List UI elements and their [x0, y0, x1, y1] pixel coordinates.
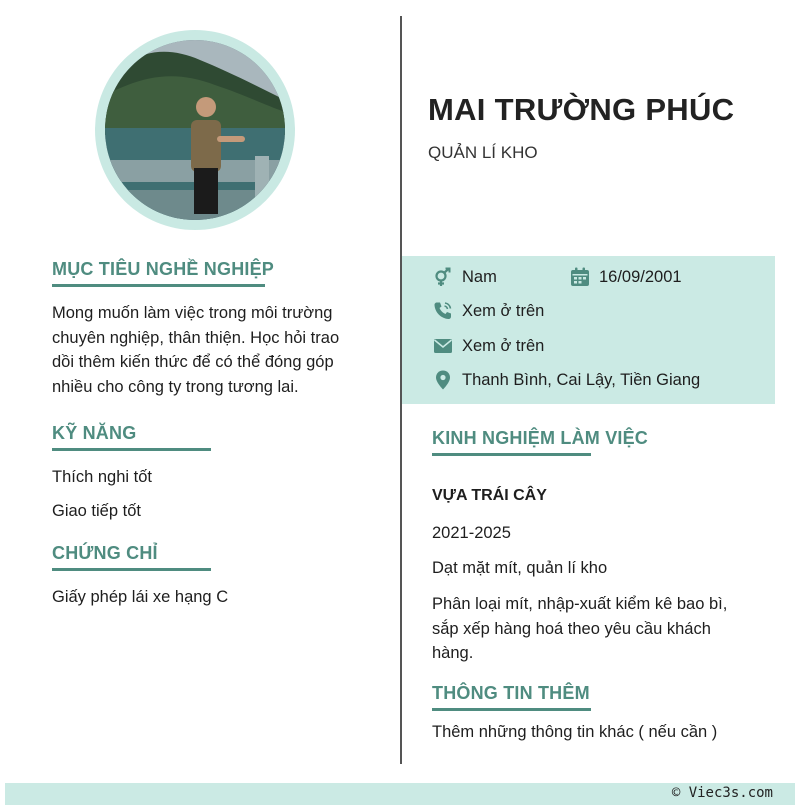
job-position: Dạt mặt mít, quản lí kho: [432, 559, 608, 577]
birthdate-value: 16/09/2001: [599, 267, 682, 286]
skill-item: Thích nghi tốt: [52, 468, 152, 486]
address-row: [432, 369, 700, 391]
objective-text: [52, 301, 339, 399]
phone-value: Xem ở trên: [462, 301, 545, 320]
email-row: [432, 335, 544, 357]
extra-info-text: Thêm những thông tin khác ( nếu cần ): [432, 723, 718, 741]
phone-row: [432, 300, 544, 322]
experience-title-underline: [432, 453, 591, 456]
objective-line: chuyên nghiệp, thân thiện. Học hỏi trao: [52, 328, 340, 347]
skills-title-underline: [52, 448, 211, 451]
certificate-item: Giấy phép lái xe hạng C: [52, 588, 229, 606]
job-description-line: hàng.: [432, 644, 474, 662]
gender-icon: [432, 266, 454, 288]
gender-value: Nam: [462, 267, 497, 286]
extra-info-title: THÔNG TIN THÊM: [432, 683, 590, 703]
job-period: 2021-2025: [432, 524, 511, 542]
birthdate-row: [569, 266, 682, 288]
skills-title: KỸ NĂNG: [52, 423, 137, 443]
candidate-name: MAI TRƯỜNG PHÚC: [428, 92, 735, 127]
phone-icon: [432, 300, 454, 322]
job-description-line: sắp xếp hàng hoá theo yêu cầu khách: [432, 619, 711, 638]
footer-credit: © Viec3s.com: [671, 785, 773, 801]
objective-line: Mong muốn làm việc trong môi trường: [52, 304, 333, 322]
objective-line: dồi thêm kiến thức để có thể đóng góp: [52, 353, 334, 371]
extra-info-title-underline: [432, 708, 591, 711]
objective-line: nhiều cho công ty trong tương lai.: [52, 377, 299, 396]
objective-title-underline: [52, 284, 265, 287]
certificates-title-underline: [52, 568, 211, 571]
calendar-icon: [569, 266, 591, 288]
envelope-icon: [432, 335, 454, 357]
experience-title: KINH NGHIỆM LÀM VIỆC: [432, 428, 649, 448]
email-value: Xem ở trên: [462, 336, 545, 355]
gender-row: [432, 266, 497, 288]
address-value: Thanh Bình, Cai Lậy, Tiền Giang: [462, 370, 701, 389]
skill-item: Giao tiếp tốt: [52, 502, 141, 520]
candidate-role: QUẢN LÍ KHO: [428, 143, 538, 162]
job-description: [432, 592, 727, 666]
avatar: [105, 40, 285, 220]
job-description-line: Phân loại mít, nhập-xuất kiểm kê bao bì,: [432, 595, 728, 613]
map-pin-icon: [432, 369, 454, 391]
certificates-title: CHỨNG CHỈ: [52, 543, 158, 563]
footer-bar: [5, 783, 795, 805]
avatar-frame: [95, 30, 295, 230]
job-company: VỰA TRÁI CÂY: [432, 487, 547, 504]
objective-title: MỤC TIÊU NGHỀ NGHIỆP: [52, 259, 275, 279]
